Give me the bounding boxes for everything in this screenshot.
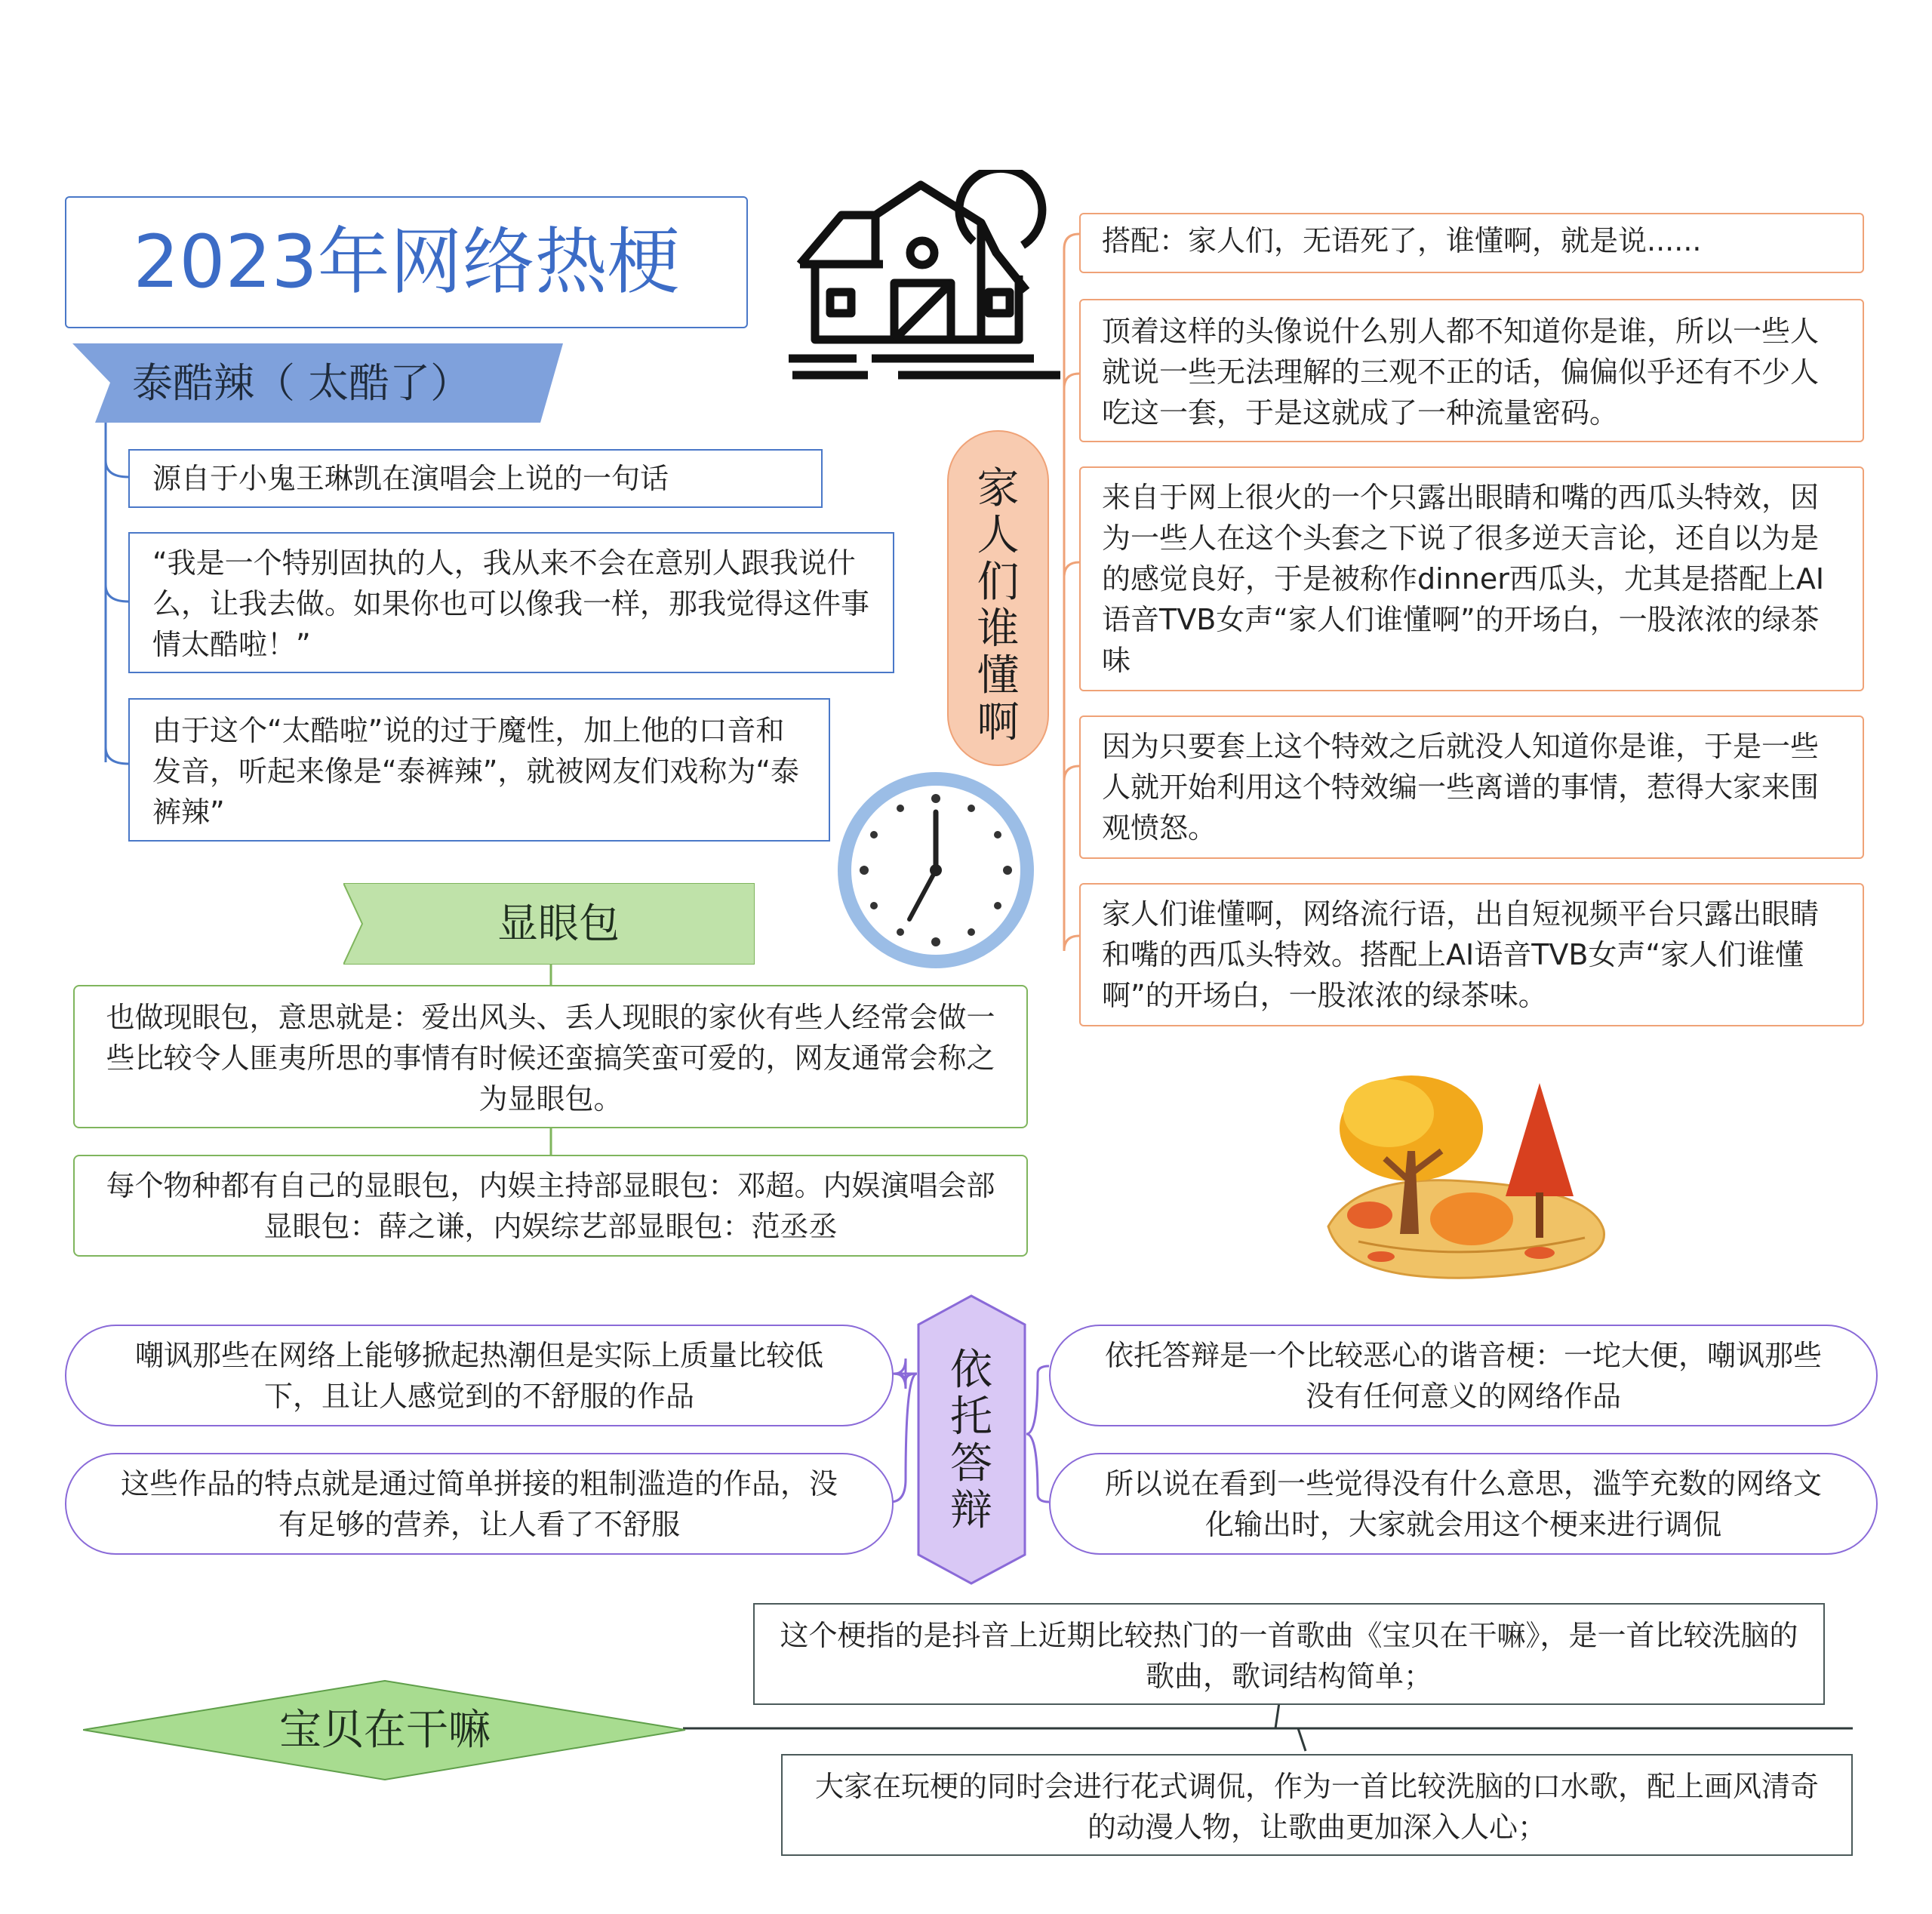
- yi-tuo-label: 依托答辩: [950, 1346, 992, 1535]
- tai-ku-la-item-1: 源自于小鬼王琳凯在演唱会上说的一句话: [128, 449, 823, 508]
- jia-ren-men-item-4: 因为只要套上这个特效之后就没人知道你是谁，于是一些人就开始利用这个特效编一些离谱的事情，惹得大家来围观愤怒。: [1079, 715, 1864, 859]
- jia-ren-men-item-2: 顶着这样的头像说什么别人都不知道你是谁，所以一些人就说一些无法理解的三观不正的话，偏偏似乎还有不少人吃这一套，于是这就成了一种流量密码。: [1079, 299, 1864, 442]
- bao-bei-item-2: 大家在玩梗的同时会进行花式调侃，作为一首比较洗脑的口水歌，配上画风清奇的动漫人物，让歌曲更加深入人心；: [781, 1754, 1853, 1856]
- tai-ku-la-label: 泰酷辣（ 太酷了）: [132, 359, 472, 407]
- jia-ren-men-item-3: 来自于网上很火的一个只露出眼睛和嘴的西瓜头特效，因为一些人在这个头套之下说了很多逆天言论，还自以为是的感觉良好，于是被称作dinner西瓜头，尤其是搭配上AI语音TVB女声“家人们谁懂啊”的开场白，一股浓浓的绿茶味: [1079, 466, 1864, 691]
- house-icon: [785, 170, 1068, 385]
- yi-tuo-right-item-2: 所以说在看到一些觉得没有什么意思，滥竽充数的网络文化输出时，大家就会用这个梗来进行调侃: [1049, 1453, 1878, 1555]
- title-box: [65, 196, 748, 328]
- yi-tuo-left-item-2: 这些作品的特点就是通过简单拼接的粗制滥造的作品，没有足够的营养，让人看了不舒服: [65, 1453, 894, 1555]
- jia-ren-men-item-5: 家人们谁懂啊，网络流行语，出自短视频平台只露出眼睛和嘴的西瓜头特效。搭配上AI语音TVB女声“家人们谁懂啊”的开场白，一股浓浓的绿茶味。: [1079, 883, 1864, 1026]
- page-title: 2023年网络热梗: [133, 220, 680, 304]
- jia-ren-men-label-box: [947, 430, 1049, 766]
- xian-yan-bao-item-1: 也做现眼包，意思就是：爱出风头、丢人现眼的家伙有些人经常会做一些比较令人匪夷所思的事情有时候还蛮搞笑蛮可爱的，网友通常会称之为显眼包。: [73, 985, 1028, 1128]
- bao-bei-label: 宝贝在干嘛: [279, 1706, 491, 1755]
- tai-ku-la-item-3: 由于这个“太酷啦”说的过于魔性，加上他的口音和发音，听起来像是“泰裤辣”，就被网友们戏称为“泰裤辣”: [128, 698, 830, 842]
- clock-icon: [834, 768, 1038, 972]
- jia-ren-men-label: 家人们谁懂啊: [977, 464, 1020, 747]
- yi-tuo-right-item-1: 依托答辩是一个比较恶心的谐音梗：一坨大便，嘲讽那些没有任何意义的网络作品: [1049, 1325, 1878, 1426]
- jia-ren-men-item-1: 搭配：家人们，无语死了，谁懂啊，就是说......: [1079, 213, 1864, 273]
- yi-tuo-left-item-1: 嘲讽那些在网络上能够掀起热潮但是实际上质量比较低下，且让人感觉到的不舒服的作品: [65, 1325, 894, 1426]
- xian-yan-bao-label: 显眼包: [497, 900, 620, 947]
- bao-bei-item-1: 这个梗指的是抖音上近期比较热门的一首歌曲《宝贝在干嘛》，是一首比较洗脑的歌曲，歌词结构简单；: [753, 1603, 1825, 1705]
- tai-ku-la-item-2: “我是一个特别固执的人，我从来不会在意别人跟我说什么，让我去做。如果你也可以像我一样，那我觉得这件事情太酷啦！”: [128, 532, 894, 673]
- autumn-tree-icon: [1313, 1068, 1611, 1283]
- xian-yan-bao-item-2: 每个物种都有自己的显眼包，内娱主持部显眼包：邓超。内娱演唱会部显眼包：薛之谦，内娱综艺部显眼包：范丞丞: [73, 1155, 1028, 1257]
